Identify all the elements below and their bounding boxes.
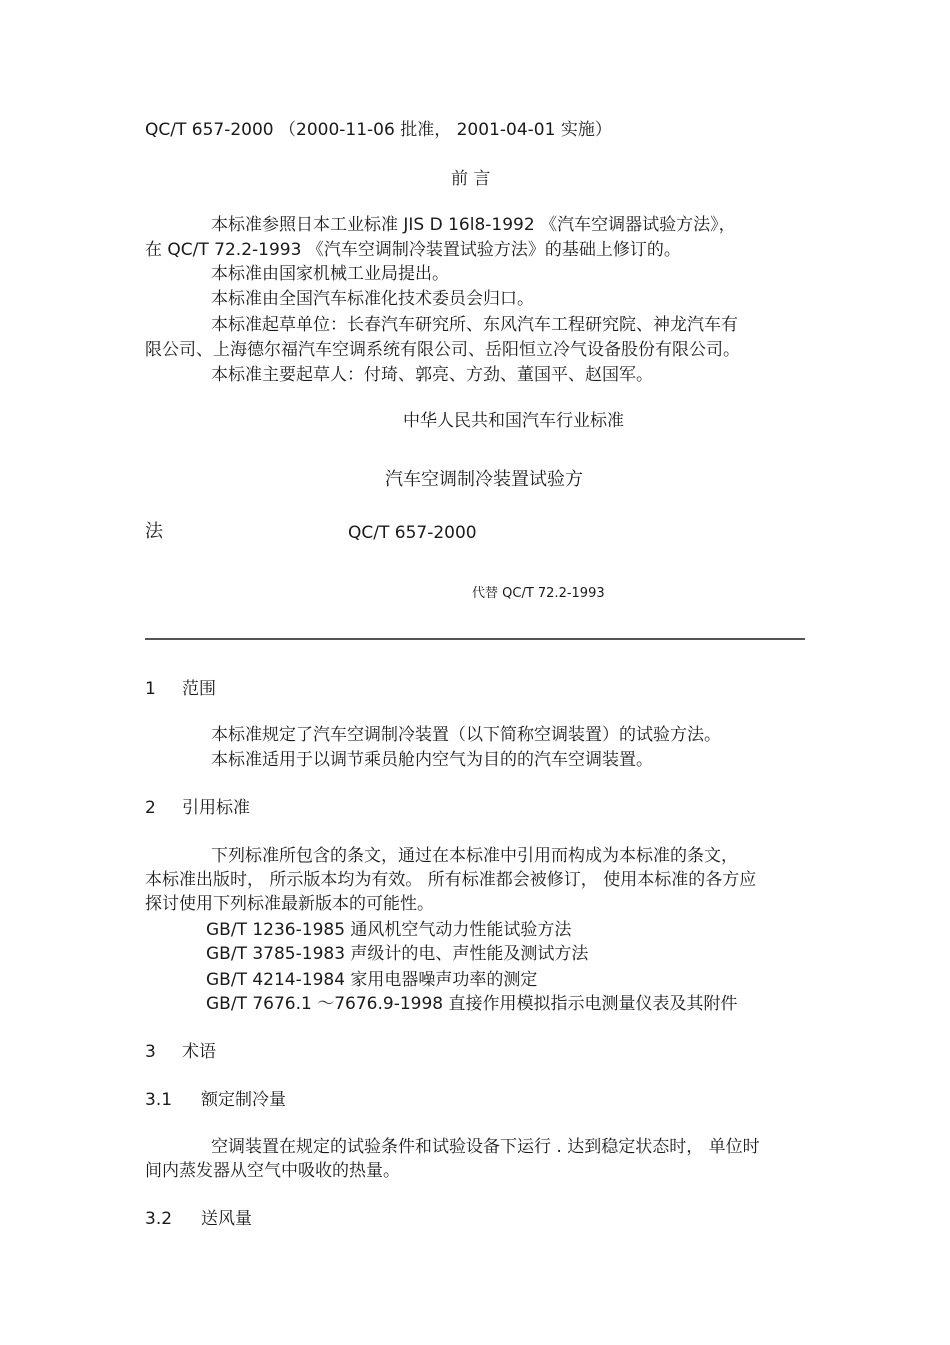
section-3-1-number: 3.1 — [145, 1090, 173, 1110]
section-1-title: 范围 — [182, 679, 216, 699]
section-3-1-paragraph-line-2: 间内蒸发器从空气中吸收的热量。 — [145, 1161, 400, 1181]
section-2-title: 引用标准 — [182, 798, 250, 818]
standard-code: QC/T 657-2000 — [348, 523, 477, 543]
section-1-paragraph-1: 本标准规定了汽车空调制冷装置（以下简称空调装置）的试验方法。 — [211, 725, 721, 745]
foreword-paragraph-1-line-2: 在 QC/T 72.2-1993 《汽车空调制冷装置试验方法》的基础上修订的。 — [145, 240, 681, 260]
foreword-paragraph-2: 本标准由国家机械工业局提出。 — [211, 264, 449, 284]
document-title-line-2: 法 — [145, 521, 163, 542]
foreword-title: 前 言 — [451, 169, 491, 189]
section-2-paragraph-line-1: 下列标准所包含的条文，通过在本标准中引用而构成为本标准的条文， — [211, 846, 738, 866]
foreword-paragraph-1-line-1: 本标准参照日本工业标准 JIS D 16l8-1992 《汽车空调器试验方法》， — [211, 215, 736, 235]
standard-header-line: QC/T 657-2000 （2000-11-06 批准， 2001-04-01 实施） — [145, 120, 612, 140]
foreword-paragraph-4-line-2: 限公司、上海德尔福汽车空调系统有限公司、岳阳恒立冷气设备股份有限公司。 — [145, 340, 740, 360]
section-1-paragraph-2: 本标准适用于以调节乘员舱内空气为目的的汽车空调装置。 — [211, 750, 653, 770]
section-3-number: 3 — [145, 1042, 156, 1062]
section-3-2-number: 3.2 — [145, 1209, 173, 1229]
reference-item: GB/T 7676.1 ～7676.9-1998 直接作用模拟指示电测量仪表及其附件 — [206, 994, 738, 1014]
section-3-2-title: 送风量 — [201, 1209, 252, 1229]
foreword-paragraph-4-line-1: 本标准起草单位：长春汽车研究所、东风汽车工程研究院、神龙汽车有 — [211, 315, 738, 335]
horizontal-divider — [145, 638, 805, 640]
section-3-1-title: 额定制冷量 — [201, 1090, 286, 1110]
foreword-paragraph-5: 本标准主要起草人：付琦、郭亮、方劲、董国平、赵国军。 — [211, 365, 653, 385]
section-2-paragraph-line-3: 探讨使用下列标准最新版本的可能性。 — [145, 894, 434, 914]
section-3-1-paragraph-line-1: 空调装置在规定的试验条件和试验设备下运行 . 达到稳定状态时， 单位时 — [211, 1137, 760, 1157]
document-title-line-1: 汽车空调制冷装置试验方 — [385, 469, 583, 490]
reference-item: GB/T 4214-1984 家用电器噪声功率的测定 — [206, 970, 538, 990]
reference-item: GB/T 1236-1985 通风机空气动力性能试验方法 — [206, 920, 572, 940]
issuing-organization: 中华人民共和国汽车行业标准 — [403, 411, 624, 431]
section-1-number: 1 — [145, 679, 156, 699]
foreword-paragraph-3: 本标准由全国汽车标准化技术委员会归口。 — [211, 289, 534, 309]
section-2-paragraph-line-2: 本标准出版时， 所示版本均为有效。 所有标准都会被修订， 使用本标准的各方应 — [145, 870, 757, 890]
reference-item: GB/T 3785-1983 声级计的电、声性能及测试方法 — [206, 944, 589, 964]
replaces-note: 代替 QC/T 72.2-1993 — [472, 586, 605, 601]
section-3-title: 术语 — [182, 1042, 216, 1062]
section-2-number: 2 — [145, 798, 156, 818]
